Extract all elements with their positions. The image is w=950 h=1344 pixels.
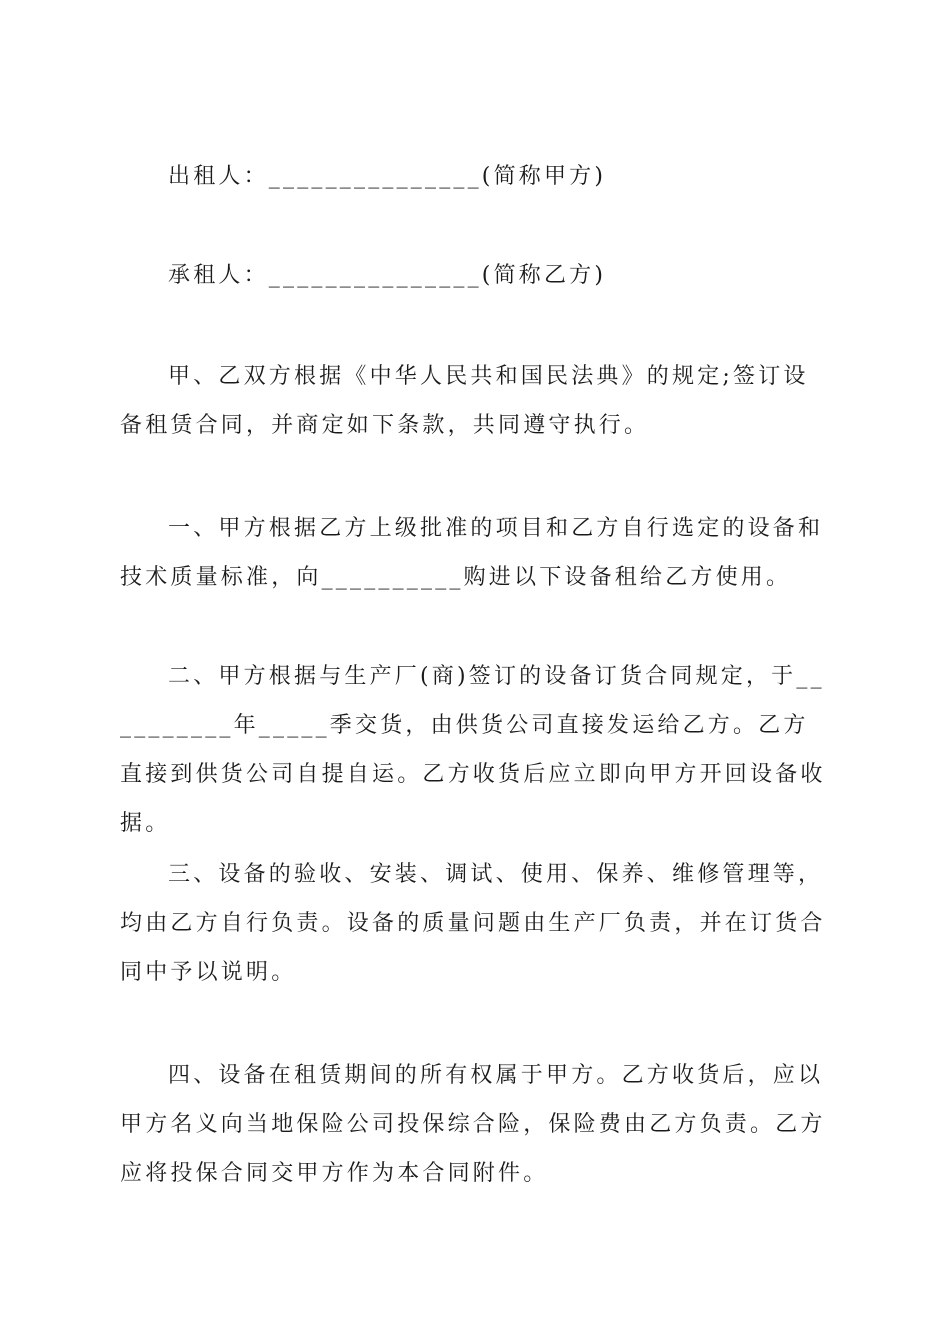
lessor-line: 出租人：_______________(简称甲方) [168,164,607,189]
lessee-line: 承租人：_______________(简称乙方) [168,263,607,288]
article-1-paragraph: 一、甲方根据乙方上级批准的项目和乙方自行选定的设备和技术质量标准，向__________购进以下设备租给乙方使用。 [120,516,824,590]
intro-paragraph: 甲、乙双方根据《中华人民共和国民法典》的规定;签订设备租赁合同，并商定如下条款，共同遵守执行。 [120,364,809,438]
article-2-paragraph: 二、甲方根据与生产厂(商)签订的设备订货合同规定，于__________年_____季交货，由供货公司直接发运给乙方。乙方直接到供货公司自提自运。乙方收货后应立即向甲方开回设备收据。 [120,664,826,836]
article-3-paragraph: 三、设备的验收、安装、调试、使用、保养、维修管理等，均由乙方自行负责。设备的质量问题由生产厂负责，并在订货合同中予以说明。 [120,862,826,985]
article-4-paragraph: 四、设备在租赁期间的所有权属于甲方。乙方收货后，应以甲方名义向当地保险公司投保综合险，保险费由乙方负责。乙方应将投保合同交甲方作为本合同附件。 [120,1063,826,1186]
